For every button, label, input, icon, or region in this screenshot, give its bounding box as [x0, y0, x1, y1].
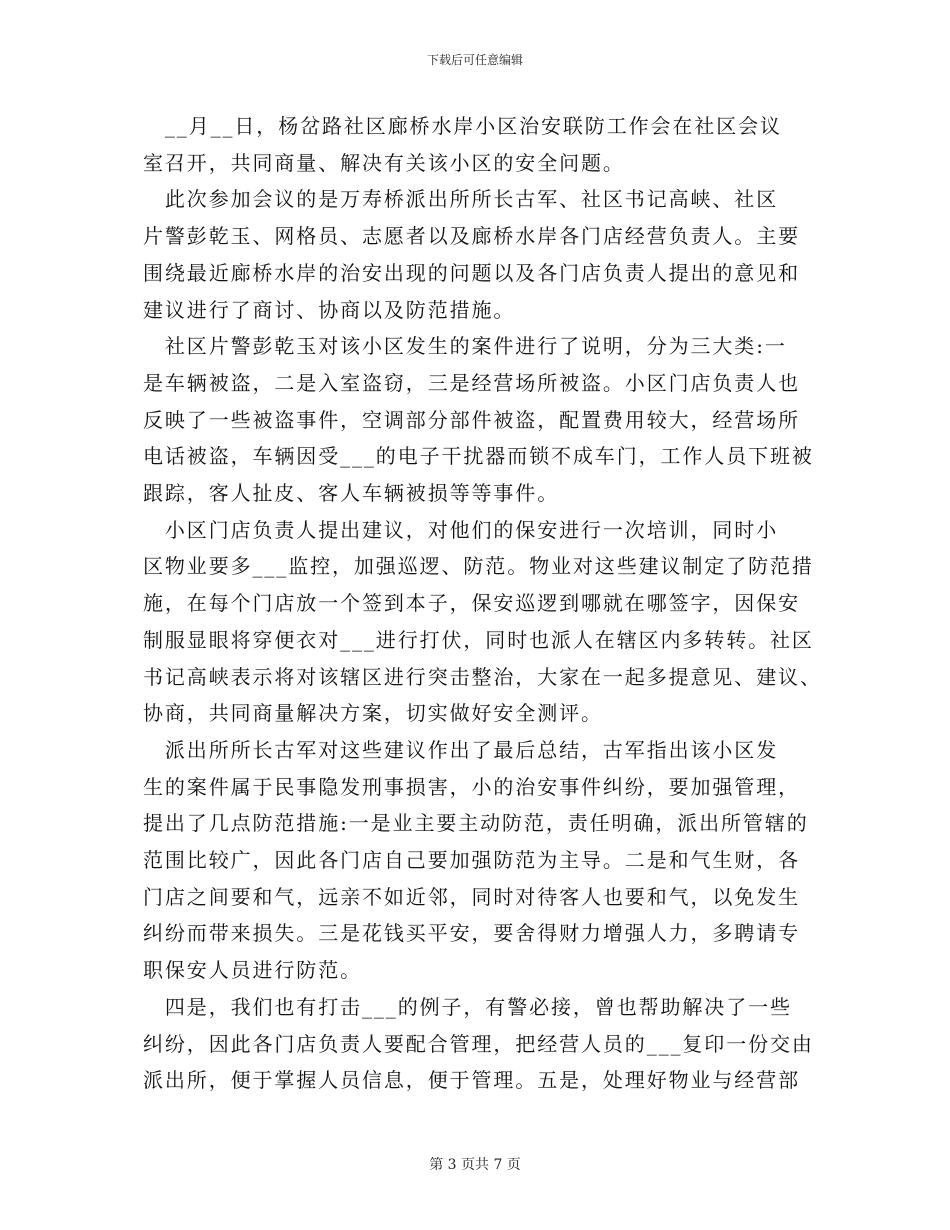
- text-line: 跟踪，客人扯皮、客人车辆被损等等事件。: [143, 481, 560, 506]
- text-line: 此次参加会议的是万寿桥派出所所长古军、社区书记高峡、社区: [143, 187, 779, 212]
- text-line: 室召开，共同商量、解决有关该小区的安全问题。: [143, 150, 625, 175]
- text-line: 围绕最近廊桥水岸的治安出现的问题以及各门店负责人提出的意见和: [143, 260, 800, 285]
- text-line: 四是，我们也有打击___的例子，有警必接，曾也帮助解决了一些: [143, 994, 792, 1019]
- text-line: 纠纷，因此各门店负责人要配合管理，把经营人员的___复印一份交由: [143, 1031, 814, 1056]
- paragraph: [143, 732, 807, 989]
- paragraph: [143, 108, 807, 181]
- text-line: 书记高峡表示将对该辖区进行突击整治，大家在一起多提意见、建议、: [143, 664, 822, 689]
- text-line: 制服显眼将穿便衣对___进行打伏，同时也派人在辖区内多转转。社区: [143, 627, 814, 652]
- page-footer: 第 3 页共 7 页: [429, 1157, 521, 1173]
- paragraph: [143, 181, 807, 328]
- document-body: [143, 108, 822, 1099]
- text-line: __月__日，杨岔路社区廊桥水岸小区治安联防工作会在社区会议: [143, 114, 782, 138]
- text-line: 提出了几点防范措施:一是业主要主动防范，责任明确，派出所管辖的: [143, 811, 809, 836]
- text-line: 社区片警彭乾玉对该小区发生的案件进行了说明，分为三大类:一: [143, 334, 787, 359]
- text-line: 施，在每个门店放一个签到本子，保安巡逻到哪就在哪签字，因保安: [143, 591, 800, 616]
- text-line: 纠纷而带来损失。三是花钱买平安，要舍得财力增强人力，多聘请专: [143, 921, 800, 946]
- text-line: 片警彭乾玉、网格员、志愿者以及廊桥水岸各门店经营负责人。主要: [143, 224, 800, 249]
- text-line: 派出所所长古军对这些建议作出了最后总结，古军指出该小区发: [143, 737, 779, 762]
- text-line: 电话被盗，车辆因受___的电子干扰器而锁不成车门，工作人员下班被: [143, 444, 814, 469]
- text-line: 门店之间要和气，远亲不如近邻，同时对待客人也要和气，以免发生: [143, 884, 800, 909]
- text-line: 小区门店负责人提出建议，对他们的保安进行一次培训，同时小: [143, 517, 779, 542]
- page-header: 下载后可任意编辑: [426, 53, 523, 67]
- text-line: 生的案件属于民事隐发刑事损害，小的治安事件纠纷，要加强管理，: [143, 774, 800, 799]
- text-line: 职保安人员进行防范。: [143, 958, 362, 983]
- text-line: 协商，共同商量解决方案，切实做好安全测评。: [143, 701, 603, 726]
- text-line: 区物业要多___监控，加强巡逻、防范。物业对这些建议制定了防范措: [143, 554, 814, 579]
- text-line: 派出所，便于掌握人员信息，便于管理。五是，处理好物业与经营部: [143, 1068, 800, 1093]
- text-line: 建议进行了商讨、协商以及防范措施。: [143, 297, 516, 322]
- paragraph: [143, 328, 814, 512]
- text-line: 范围比较广，因此各门店自己要加强防范为主导。二是和气生财，各: [143, 848, 800, 873]
- paragraph: [143, 989, 814, 1099]
- text-line: 是车辆被盗，二是入室盗窃，三是经营场所被盗。小区门店负责人也: [143, 370, 800, 395]
- text-line: 反映了一些被盗事件，空调部分部件被盗，配置费用较大，经营场所: [143, 407, 800, 432]
- paragraph: [143, 512, 822, 732]
